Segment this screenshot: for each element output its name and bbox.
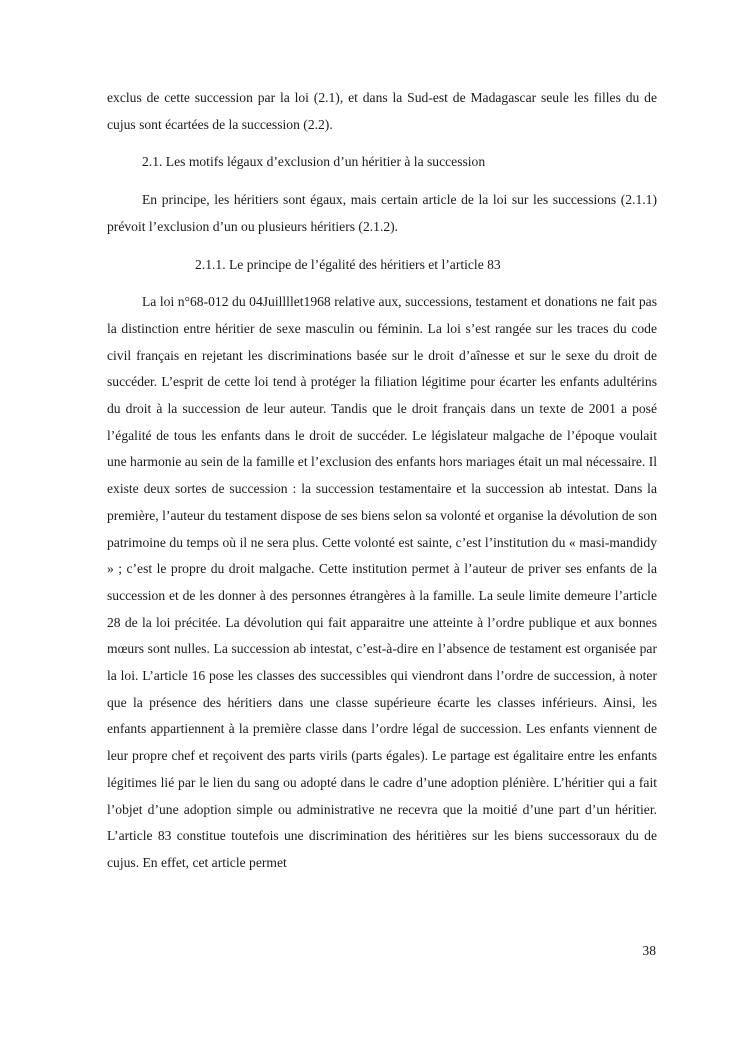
page-body [107, 85, 657, 877]
section-heading: 2.1. Les motifs légaux d’exclusion d’un héritier à la succession [142, 154, 486, 170]
opening-paragraph: exclus de cette succession par la loi (2.1), et dans la Sud-est de Madagascar seule les filles du de cujus sont écartées de la succession (2.2). [107, 90, 657, 132]
main-paragraph: La loi n°68-012 du 04Juillllet1968 relative aux, successions, testament et donations ne fait pas la distinction entre héritier de sexe masculin ou féminin. La loi s’est rangée sur les traces du code civil français en rejetant les discriminations basée sur le droit d’aînesse et sur le sexe du droit de succéder. L’esprit de cette loi tend à protéger la filiation légitime pour écarter les enfants adultérins du droit à la succession de leur auteur. Tandis que le droit français dans un texte de 2001 a posé l’égalité de tous les enfants dans le droit de succéder. Le législateur malgache de l’époque voulait une harmonie au sein de la famille et l’exclusion des enfants hors mariages était un mal nécessaire. Il existe deux sortes de succession : la succession testamentaire et la succession ab intestat. Dans la première, l’auteur du testament dispose de ses biens selon sa volonté et organise la dévolution de son patrimoine du temps où il ne sera plus. Cette volonté est sainte, c’est l’institution du « masi-mandidy » ; c’est le propre du droit malgache. Cette institution permet à l’auteur de priver ses enfants de la succession et de les donner à des personnes étrangères à la famille. La seule limite demeure l’article 28 de la loi précitée. La dévolution qui fait apparaitre une atteinte à l’ordre publique et aux bonnes mœurs sont nulles. La succession ab intestat, c’est-à-dire en l’absence de testament est organisée par la loi. L’article 16 pose les classes des successibles qui viendront dans l’ordre de succession, à noter que la présence des héritiers dans une classe supérieure écarte les classes inférieurs. Ainsi, les enfants appartiennent à la première classe dans l’ordre légal de succession. Les enfants viennent de leur propre chef et reçoivent des parts virils (parts égales). Le partage est égalitaire entre les enfants légitimes lié par le lien du sang ou adopté dans le cadre d’une adoption plénière. L’héritier qui a fait l’objet d’une adoption simple ou administrative ne recevra que la moitié d’une part d’un héritier. L’article 83 constitue toutefois une discrimination des héritières sur les biens successoraux du de cujus. En effet, cet article permet [107, 294, 657, 870]
subsection-heading: 2.1.1. Le principe de l’égalité des héritiers et l’article 83 [195, 256, 501, 272]
page-number: 38 [642, 943, 656, 958]
section-intro-paragraph: En principe, les héritiers sont égaux, mais certain article de la loi sur les successions (2.1.1) prévoit l’exclusion d’un ou plusieurs héritiers (2.1.2). [107, 192, 657, 234]
